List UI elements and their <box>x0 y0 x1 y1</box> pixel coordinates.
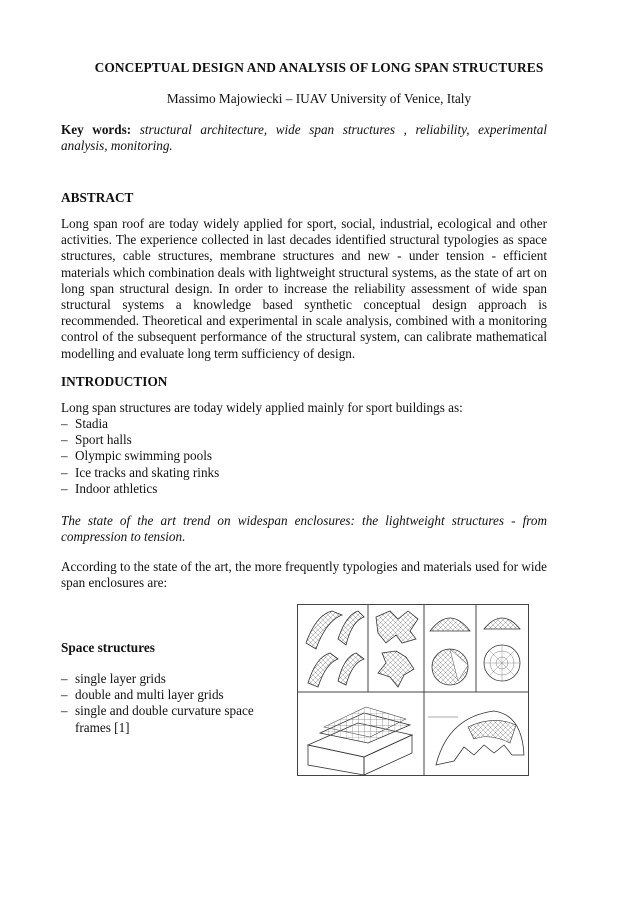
umbrella-grid-icon <box>376 611 418 687</box>
barrel-vault-icon <box>306 611 364 687</box>
space-structures-list <box>61 671 261 736</box>
space-frame-icon <box>308 707 412 775</box>
list-item: – single layer grids <box>61 671 261 687</box>
geodesic-dome-icon <box>484 618 520 681</box>
space-structures-heading: Space structures <box>61 640 155 655</box>
introduction-lead: Long span structures are today widely applied mainly for sport buildings as: <box>61 400 463 415</box>
typologies-statement: According to the state of the art, the more frequently typologies and materials used for wide span enclosures are: <box>61 559 547 591</box>
list-item: – double and multi layer grids <box>61 687 261 703</box>
introduction-heading: INTRODUCTION <box>61 374 168 389</box>
dome-grid-icon <box>430 618 470 685</box>
space-structures-figure <box>297 604 529 776</box>
trend-statement: The state of the art trend on widespan enclosures: the lightweight structures - from compression to tension. <box>61 513 547 545</box>
paper-title: CONCEPTUAL DESIGN AND ANALYSIS OF LONG SPAN STRUCTURES <box>94 60 544 75</box>
keywords-text: structural architecture, wide span structures , reliability, experimental analysis, monitoring. <box>61 122 547 154</box>
abstract-heading: ABSTRACT <box>61 190 134 205</box>
list-item: – Olympic swimming pools <box>61 448 547 464</box>
abstract-body: Long span roof are today widely applied for sport, social, industrial, ecological and other activities. The experience collected in last decades identified structural typologies as space structures, cable structures, membrane structures and new - under tension - efficient materials which combination deals with lightweight structural systems, as the state of art on long span structural design. In order to increase the reliability assessment of wide span structural systems a knowledge based synthetic conceptual design approach is recommended. Theoretical and experimental in scale analysis, combined with a monitoring control of the subsequent performance of the structural system, can calibrate mathematical modelling and evaluate long term sufficiency of design. <box>61 216 547 361</box>
list-item: – Sport halls <box>61 432 547 448</box>
list-item: – Indoor athletics <box>61 481 547 497</box>
list-item: – Stadia <box>61 416 547 432</box>
partial-dome-icon <box>428 711 524 765</box>
list-item: – Ice tracks and skating rinks <box>61 465 547 481</box>
keywords <box>61 122 547 154</box>
sport-buildings-list <box>61 416 547 497</box>
keywords-label: Key words: <box>61 122 132 137</box>
list-item: – single and double curvature space frames [1] <box>61 703 261 735</box>
figure-drawings <box>298 605 528 775</box>
author-line: Massimo Majowiecki – IUAV University of Venice, Italy <box>166 91 472 106</box>
